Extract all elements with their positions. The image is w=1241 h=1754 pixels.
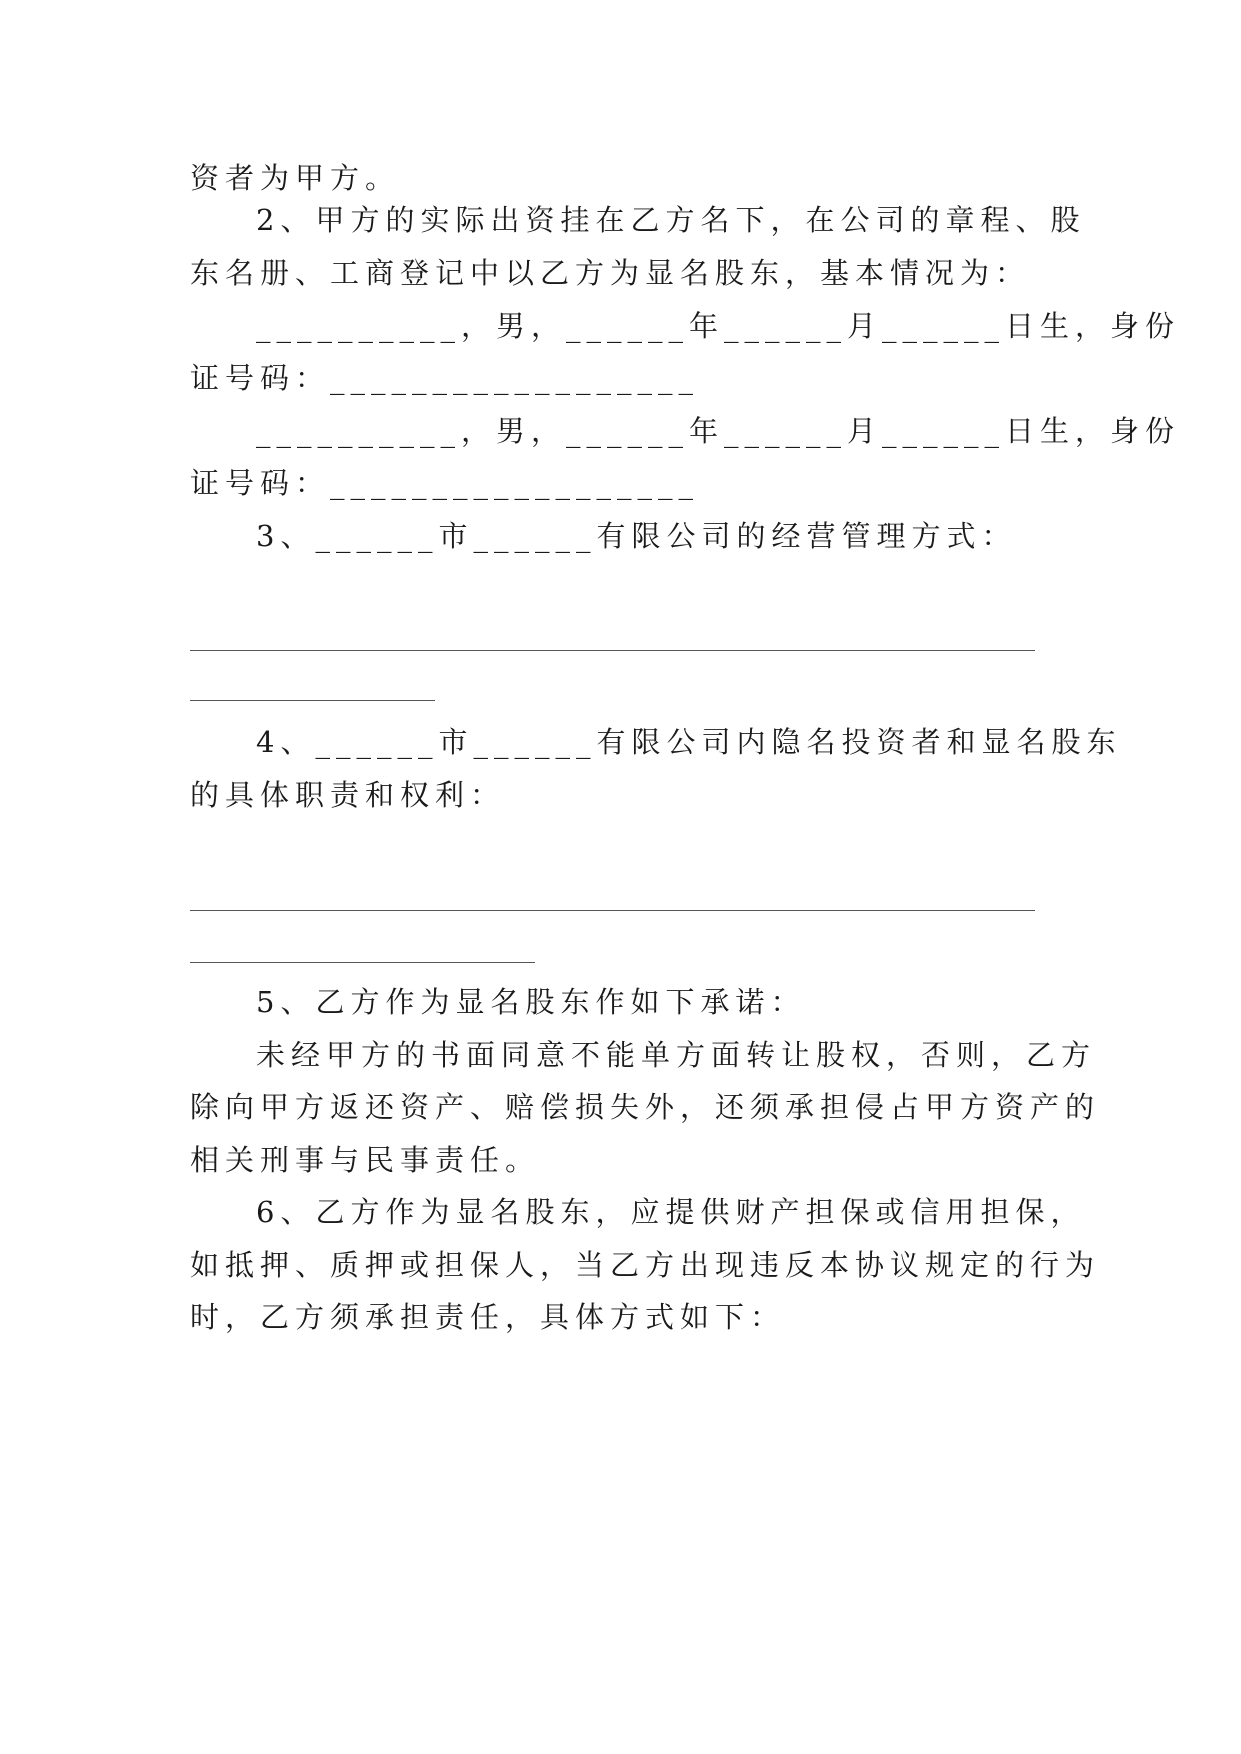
text-line: 未经甲方的书面同意不能单方面转让股权，否则，乙方 bbox=[256, 1038, 1097, 1072]
fill-in-line: __________，男，______年______月______日生，身份 bbox=[256, 414, 1181, 448]
blank-line bbox=[190, 650, 1035, 651]
text-line: 东名册、工商登记中以乙方为显名股东，基本情况为： bbox=[190, 256, 1031, 290]
blank-line bbox=[190, 910, 1035, 911]
id-number-line: 证号码：__________________ bbox=[190, 466, 700, 500]
clause-5: 5、乙方作为显名股东作如下承诺： bbox=[256, 985, 806, 1019]
clause-6: 6、乙方作为显名股东，应提供财产担保或信用担保， bbox=[256, 1195, 1086, 1229]
blank-line bbox=[190, 700, 435, 701]
text-line: 相关刑事与民事责任。 bbox=[190, 1143, 541, 1177]
text-line: 除向甲方返还资产、赔偿损失外，还须承担侵占甲方资产的 bbox=[190, 1090, 1101, 1124]
clause-2: 2、甲方的实际出资挂在乙方名下，在公司的章程、股 bbox=[256, 203, 1086, 237]
blank-line bbox=[190, 962, 535, 963]
clause-3: 3、______市______有限公司的经营管理方式： bbox=[256, 519, 1017, 553]
id-number-line: 证号码：__________________ bbox=[190, 361, 700, 395]
text-line: 如抵押、质押或担保人，当乙方出现违反本协议规定的行为 bbox=[190, 1248, 1101, 1282]
fill-in-line: __________，男，______年______月______日生，身份 bbox=[256, 309, 1181, 343]
text-line: 时，乙方须承担责任，具体方式如下： bbox=[190, 1300, 786, 1334]
text-line: 的具体职责和权利： bbox=[190, 778, 506, 812]
clause-4: 4、______市______有限公司内隐名投资者和显名股东 bbox=[256, 725, 1122, 759]
text-line: 资者为甲方。 bbox=[190, 161, 401, 195]
